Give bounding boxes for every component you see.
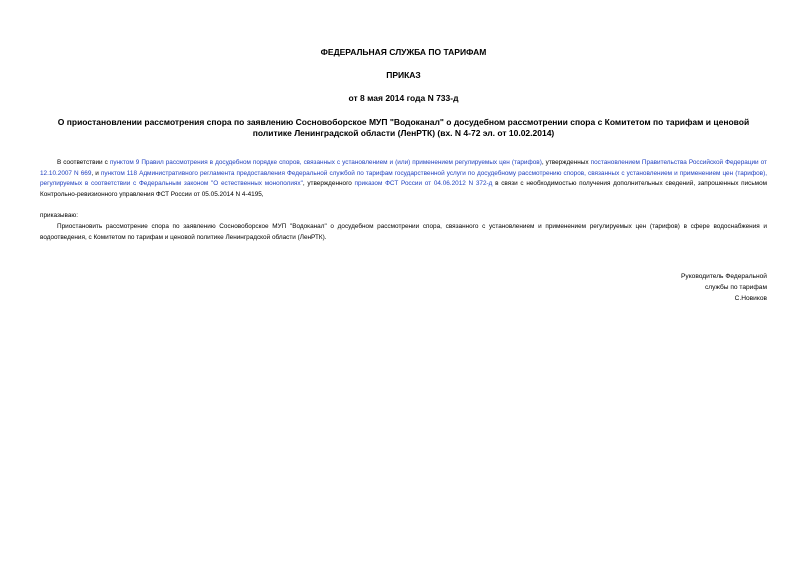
basis-text-1: В соответствии с [57,159,110,166]
document-type-heading: ПРИКАЗ [386,70,421,80]
basis-paragraph [40,158,767,200]
date-number-heading: от 8 мая 2014 года N 733-д [348,93,459,103]
link-fst-order[interactable]: приказом ФСТ России от 04.06.2012 N 372-д [354,180,493,187]
link-government-resolution[interactable]: постановлением Правительства Российской Федерации от 12.10.2007 N 669 [40,159,767,177]
basis-text-4: , утвержденного [302,180,355,187]
decision-paragraph: Приостановить рассмотрение спора по заявлению Сосновоборское МУП "Водоканал" о досудебном рассмотрении спора, связанного с установлением и применением регулируемых цен (тарифов) в сфере водоснабжения и водоотведения, с Комитетом по тарифам и ценовой политике Ленинградской области (ЛенРТК). [40,223,767,241]
link-rules-point-9[interactable]: пунктом 9 Правил рассмотрения в досудебном порядке споров, связанных с установлением и (или) применением регулируемых цен (тарифов) [109,159,542,166]
signature-position-line-1: Руководитель Федеральной [681,273,767,280]
signature-position-line-2: службы по тарифам [704,284,767,291]
document-title: О приостановлении рассмотрения спора по заявлению Сосновоборское МУП "Водоканал" о досудебном рассмотрении спора с Комитетом по тарифам и ценовой политике Ленинградской области (ЛенРТК) (вх. N 4-72 эл. от 10.02.2014) [57,117,750,138]
basis-text-5: в связи с необходимостью получения дополнительных сведений, запрошенных письмом Контрольно-ревизионного управления ФСТ России от 05.05.2014 N 4-4195, [40,180,768,198]
link-regulation-point-118[interactable]: пунктом 118 Административного регламента предоставления Федеральной службой по тарифам государственной услуги по досудебному рассмотрению споров, связанных с установлением и применением цен (тарифов), регулируемых в соответствии с Федеральным законом "О естественных монополиях" [40,169,767,187]
agency-heading: ФЕДЕРАЛЬНАЯ СЛУЖБА ПО ТАРИФАМ [320,47,487,57]
signature-name: С.Новиков [734,295,767,302]
basis-text-3: , и [91,169,101,177]
orders-word: приказываю: [40,212,78,219]
signature-block [681,271,767,304]
basis-text-2: , утвержденных [541,159,591,166]
